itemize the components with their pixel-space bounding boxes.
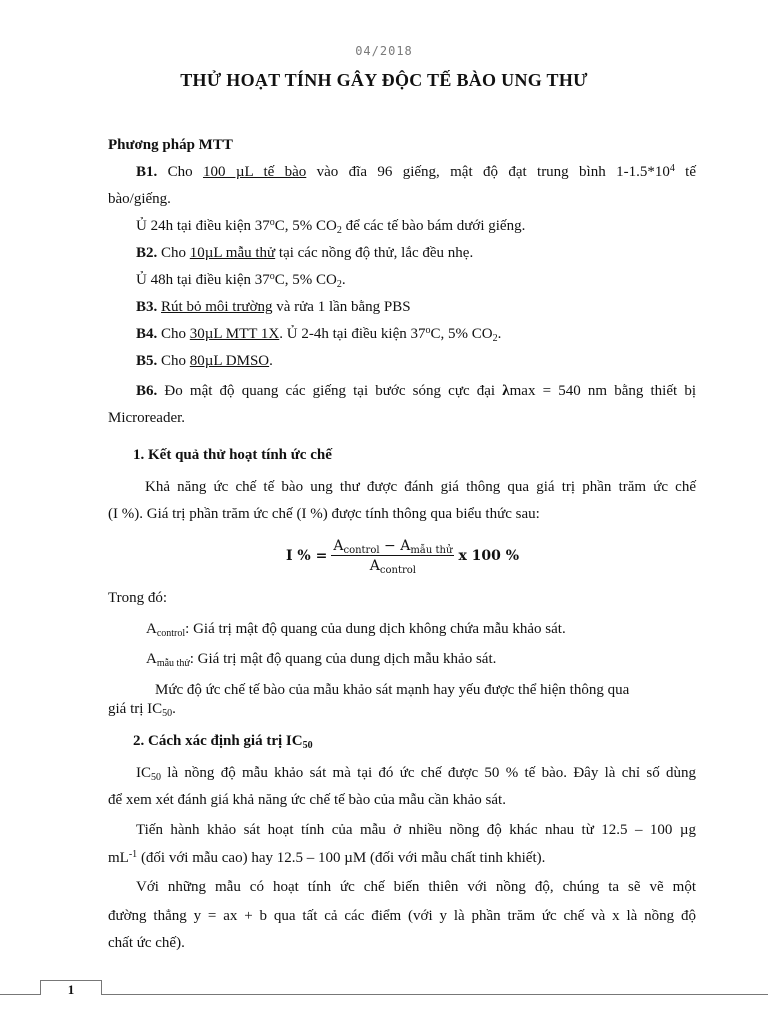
document-title: THỬ HOẠT TÍNH GÂY ĐỘC TẾ BÀO UNG THƯ	[180, 70, 588, 90]
formula-lhs: I % =	[286, 548, 328, 564]
section2-paragraph3-line1: Với những mẫu có hoạt tính ức chế biến thiên với nồng độ, chúng ta sẽ vẽ một	[136, 879, 696, 895]
page-number: 1	[40, 980, 102, 995]
section1-paragraph1-line2: (I %). Giá trị phần trăm ức chế (I %) được tính thông qua biểu thức sau:	[108, 506, 540, 522]
where-label: Trong đó:	[108, 590, 168, 606]
step-b1-line2: bào/giếng.	[108, 191, 171, 207]
document-date: 04/2018	[355, 44, 413, 58]
method-heading: Phương pháp MTT	[108, 137, 233, 153]
section2-heading: 2. Cách xác định giá trị $IC_{50}$	[133, 733, 313, 751]
inhibition-formula	[286, 534, 519, 578]
step-b6-line2: Microreader.	[108, 410, 186, 426]
incubation-48h: Ủ 48h tại điều kiện 37$^o$C, 5% $CO_2$.	[136, 271, 346, 290]
step-b3: B3. Rút bỏ môi trường và rửa 1 lần bằng PBS	[136, 299, 411, 315]
section2-paragraph2-line1: Tiến hành khảo sát hoạt tính của mẫu ở nhiều nồng độ khác nhau từ 12.5 – 100 µg	[136, 822, 696, 838]
definition-a-sample: $A_{mẫu thử}$: Giá trị mật độ quang của dung dịch mẫu khảo sát.	[146, 651, 497, 669]
section1-paragraph1-line1: Khả năng ức chế tế bào ung thư được đánh giá thông qua giá trị phần trăm ức chế	[145, 479, 696, 495]
section1-paragraph2-line1: Mức độ ức chế tế bào của mẫu khảo sát mạnh hay yếu được thể hiện thông qua	[155, 682, 630, 698]
section1-heading: 1. Kết quả thử hoạt tính ức chế	[133, 447, 332, 463]
step-b2: B2. Cho 10µL mẫu thử tại các nồng độ thử, lắc đều nhẹ.	[136, 245, 474, 261]
formula-rhs: x 100 %	[458, 548, 520, 564]
formula-denominator: $A_{control}$	[369, 558, 416, 576]
formula-fraction	[331, 538, 454, 574]
section2-paragraph1-line2: để xem xét đánh giá khả năng ức chế tế bào của mẫu cần khảo sát.	[108, 792, 506, 808]
definition-a-control: $A_{control}$: Giá trị mật độ quang của dung dịch không chứa mẫu khảo sát.	[146, 621, 566, 639]
formula-numerator: $A_{control} - A_{mẫu thử}$	[333, 538, 453, 556]
step-b5: B5. Cho 80µL DMSO.	[136, 353, 273, 369]
section1-paragraph2-line2: giá trị $IC_{50}$.	[108, 701, 176, 719]
section2-paragraph1-line1: $IC_{50}$ là nồng độ mẫu khảo sát mà tại đó ức chế được 50 % tế bào. Đây là chỉ số dùng	[136, 765, 696, 783]
step-b4: B4. Cho 30µL MTT 1X. Ủ 2-4h tại điều kiện 37$^o$C, 5% $CO_2$.	[136, 325, 502, 344]
incubation-24h: Ủ 24h tại điều kiện 37$^o$C, 5% $CO_2$ để các tế bào bám dưới giếng.	[136, 217, 526, 236]
footer-rule	[0, 994, 768, 995]
step-b6-line1: B6. Đo mật độ quang các giếng tại bước sóng cực đại λmax = 540 nm bằng thiết bị	[136, 383, 696, 399]
section2-paragraph3-line3: chất ức chế).	[108, 935, 185, 951]
section2-paragraph3-line2: đường thẳng y = ax + b qua tất cả các điểm (với y là phần trăm ức chế và x là nồng độ	[108, 908, 696, 924]
step-b1-line1: B1. Cho 100 µL tế bào vào đĩa 96 giếng, mật độ đạt trung bình $1-1.5*10^4$ tế	[136, 163, 696, 180]
section2-paragraph2-line2: $mL^{-1}$ (đối với mẫu cao) hay 12.5 – 100 µM (đối với mẫu chất tinh khiết).	[108, 849, 546, 866]
